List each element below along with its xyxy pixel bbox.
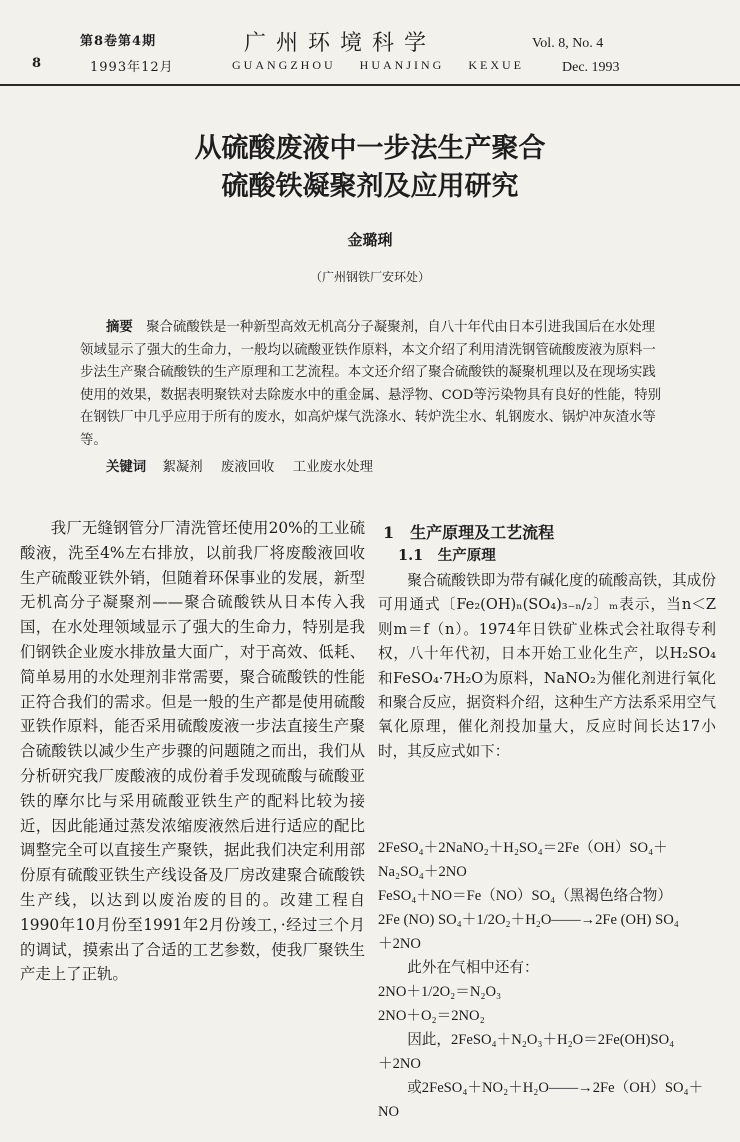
keyword-3: 工业废水处理 bbox=[292, 460, 374, 475]
volume-issue-cn: 第8卷第4期 bbox=[80, 34, 157, 49]
gas-phase-note: 此外在气相中还有： bbox=[407, 959, 539, 976]
page-number: 8 bbox=[32, 56, 43, 71]
keywords-label: 关键词 bbox=[106, 459, 147, 475]
equation-7-line1: 或2FeSO₄＋NO₂＋H₂O——→2Fe（OH）SO₄＋ bbox=[407, 1080, 704, 1096]
reaction-equations bbox=[378, 836, 716, 1124]
principle-paragraph: 聚合硫酸铁即为带有碱化度的硫酸高铁，其成份可用通式〔Fe₂(OH)ₙ(SO₄)₃₋ₙ/₂〕ₘ表示，当n＜Z则m＝f（n）。1974年日铁矿业株式会社取得专利权，八十年代初，日本开始工业化生产，以H₂SO₄和FeSO₄·7H₂O为原料，NaNO₂为催化剂进行氧化和聚合反应，据资料介绍，这种生产方法系采用空气氧化原理，催化剂投加量大，反应时间长达17小时，其反应式如下： bbox=[378, 572, 716, 760]
header-rule bbox=[0, 84, 740, 86]
article-title-line1: 从硫酸废液中一步法生产聚合 bbox=[194, 133, 546, 164]
equation-3-line1: 2Fe (NO) SO₄＋1/2O₂＋H₂O——→2Fe (OH) SO₄ bbox=[378, 912, 679, 928]
keywords bbox=[80, 456, 666, 475]
issue-date-en: Dec. 1993 bbox=[562, 60, 620, 75]
intro-paragraph: 我厂无缝钢管分厂清洗管坯使用20%的工业硫酸液，洗至4%左右排放，以前我厂将废酸液回收生产硫酸亚铁外销，但随着环保事业的发展，新型无机高分子凝聚剂——聚合硫酸铁从日本传入我国，在水处理领域显示了强大的生命力，特别是我们钢铁企业废水排放量大面广，对于高效、低耗、简单易用的水处理剂非常需要，聚合硫酸铁的性能正符合我们的需求。但是一般的生产都是使用硫酸亚铁作原料，能否采用硫酸废液一步法直接生产聚合硫酸铁以减少生产步骤的问题随之而出，我们从分析研究我厂废酸液的成份着手发现硫酸与硫酸亚铁的摩尔比与采用硫酸亚铁生产的配料比较为接近，因此能通过蒸发浓缩废液然后进行适应的配比调整完全可以直接生产聚铁，据此我们决定利用部份原有硫酸亚铁生产线设备及厂房改建聚合硫酸铁生产线，以达到以废治废的目的。改建工程自1990年10月份至1991年2月份竣工，·经过三个月的调试，摸索出了合适的工艺参数，使我厂聚铁生产走上了正轨。 bbox=[20, 519, 365, 984]
equation-6-line2: ＋2NO bbox=[378, 1056, 421, 1072]
abstract-text: 聚合硫酸铁是一种新型高效无机高分子凝聚剂，自八十年代由日本引进我国后在水处理领域显示了强大的生命力，一般均以硫酸亚铁作原料，本文介绍了利用清洗钢管硫酸废液为原料一步法生产聚合硫酸铁的生产原理和工艺流程。本文还介绍了聚合硫酸铁的凝聚机理以及在现场实践使用的效果，数据表明聚铁对去除废水中的重金属、悬浮物、COD等污染物具有良好的性能，特别在钢铁厂中几乎应用于所有的废水，如高炉煤气洗涤水、转炉洗尘水、轧钢废水、锅炉冲灰渣水等等。 bbox=[80, 320, 661, 448]
journal-title-cn: 广州环境科学 bbox=[244, 31, 437, 56]
keyword-2: 废液回收 bbox=[220, 460, 275, 475]
equation-3-line2: ＋2NO bbox=[378, 936, 421, 952]
equation-1-line1: 2FeSO₄＋2NaNO₂＋H₂SO₄＝2Fe（OH）SO₄＋ bbox=[378, 840, 668, 856]
equation-7-line2: NO bbox=[378, 1104, 400, 1120]
section-1-1-heading: 1.1 生产原理 bbox=[398, 547, 496, 564]
section-1-heading: 1 生产原理及工艺流程 bbox=[383, 523, 555, 542]
keyword-1: 絮凝剂 bbox=[162, 460, 203, 475]
abstract-label: 摘要 bbox=[106, 319, 133, 335]
equation-6-line1: 因此，2FeSO₄＋N₂O₃＋H₂O＝2Fe(OH)SO₄ bbox=[407, 1032, 675, 1048]
equation-4: 2NO＋1/2O₂＝N₂O₃ bbox=[378, 984, 502, 1000]
equation-5: 2NO＋O₂＝2NO₂ bbox=[378, 1008, 485, 1024]
author-name: 金璐琍 bbox=[347, 231, 393, 249]
production-principle-text bbox=[378, 569, 716, 764]
volume-issue-en: Vol. 8, No. 4 bbox=[532, 36, 604, 51]
equation-1-line2: Na₂SO₄＋2NO bbox=[378, 864, 467, 880]
issue-date-cn: 1993年12月 bbox=[90, 60, 174, 75]
article-title-line2: 硫酸铁凝聚剂及应用研究 bbox=[221, 171, 519, 202]
journal-title-pinyin: GUANGZHOU HUANJING KEXUE bbox=[232, 58, 524, 72]
introduction-column bbox=[20, 516, 365, 987]
equation-2: FeSO₄＋NO＝Fe（NO）SO₄（黑褐色络合物） bbox=[378, 888, 672, 904]
abstract bbox=[80, 316, 666, 453]
author-affiliation: （广州钢铁厂安环处） bbox=[309, 270, 430, 284]
